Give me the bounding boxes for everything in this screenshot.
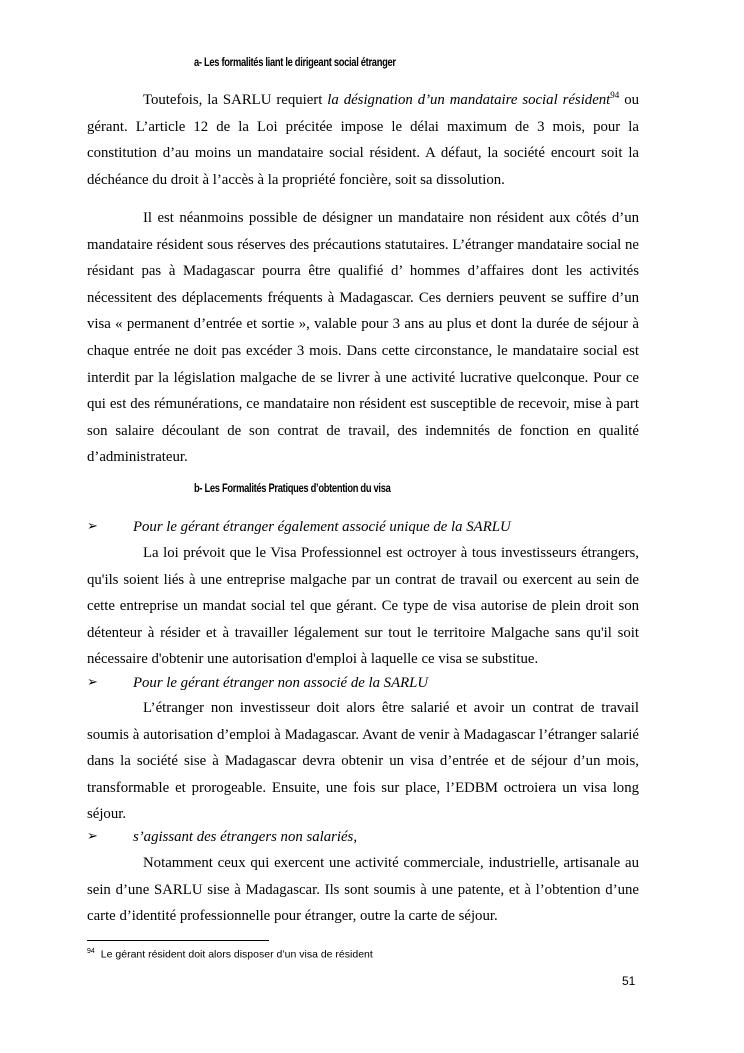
bullet-1-title: Pour le gérant étranger également associé unique de la SARLU [133, 519, 511, 535]
footnote-reference[interactable]: 94 [610, 90, 620, 101]
paragraph-1 [87, 87, 639, 193]
section-a-heading: a- Les formalités liant le dirigeant social étranger [194, 55, 396, 69]
bullet-3-title: s’agissant des étrangers non salariés, [133, 829, 358, 845]
bullet-3-text: Notamment ceux qui exercent une activité commerciale, industrielle, artisanale au sein d’une SARLU sise à Madagascar. Ils sont soumis à une patente, et à l’obtention d’une carte d’identité professionnelle pour étranger, outre la carte de séjour. [87, 855, 639, 925]
footnote-separator [87, 940, 269, 941]
arrow-bullet-icon: ➢ [87, 519, 98, 534]
arrow-bullet-icon: ➢ [87, 675, 98, 690]
paragraph-1-rest: ou gérant. L’article 12 de la Loi précitée impose le délai maximum de 3 mois, pour la constitution d’au moins un mandataire social résident. A défaut, la société encourt soit la déchéance du droit à l’accès à la propriété foncière, soit sa dissolution. [87, 92, 640, 188]
bullet-1 [87, 516, 639, 538]
section-b-heading: b- Les Formalités Pratiques d’obtention du visa [194, 481, 391, 495]
page-number: 51 [622, 974, 636, 988]
paragraph-1-italic: la désignation d’un mandataire social résident [327, 92, 611, 108]
footnote-number: 94 [87, 948, 95, 955]
bullet-2-text: L’étranger non investisseur doit alors être salarié et avoir un contrat de travail soumis à autorisation d’emploi à Madagascar. Avant de venir à Madagascar l’étranger salarié dans la société sise à Madagascar devra obtenir un visa d’entrée et de séjour d’un mois, transformable et prorogeable. Ensuite, une fois sur place, l’EDBM octroiera un visa long séjour. [87, 700, 639, 823]
arrow-bullet-icon: ➢ [87, 829, 98, 844]
bullet-1-text: La loi prévoit que le Visa Professionnel est octroyer à tous investisseurs étrangers, qu'ils soient liés à une entreprise malgache par un contrat de travail ou exercent au sein de cette entreprise un mandat social tel que gérant. Ce type de visa autorise de plein droit son détenteur à résider et à travailler légalement sur tout le territoire Malgache sans qu'il soit nécessaire d'obtenir une autorisation d'emploi à laquelle ce visa se substitue. [87, 545, 639, 668]
bullet-2-title: Pour le gérant étranger non associé de la SARLU [133, 675, 429, 691]
footnote [87, 948, 373, 961]
paragraph-1-intro: Toutefois, la SARLU requiert [143, 92, 328, 108]
footnote-text: Le gérant résident doit alors disposer d’un visa de résident [100, 948, 373, 961]
bullet-2 [87, 672, 639, 694]
bullet-3 [87, 826, 639, 848]
paragraph-2: Il est néanmoins possible de désigner un mandataire non résident aux côtés d’un mandataire résident sous réserves des précautions statutaires. L’étranger mandataire social ne résidant pas à Madagascar pourra être qualifié d’ hommes d’affaires dont les activités nécessitent des déplacements fréquents à Madagascar. Ces derniers peuvent se suffire d’un visa « permanent d’entrée et sortie », valable pour 3 ans au plus et dont la durée de séjour à chaque entrée ne doit pas excéder 3 mois. Dans cette circonstance, le mandataire social est interdit par la législation malgache de se livrer à une activité lucrative quelconque. Pour ce qui est des rémunérations, ce mandataire non résident est susceptible de recevoir, mise à part son salaire découlant de son contrat de travail, des indemnités de fonction en qualité d’administrateur. [87, 210, 639, 466]
